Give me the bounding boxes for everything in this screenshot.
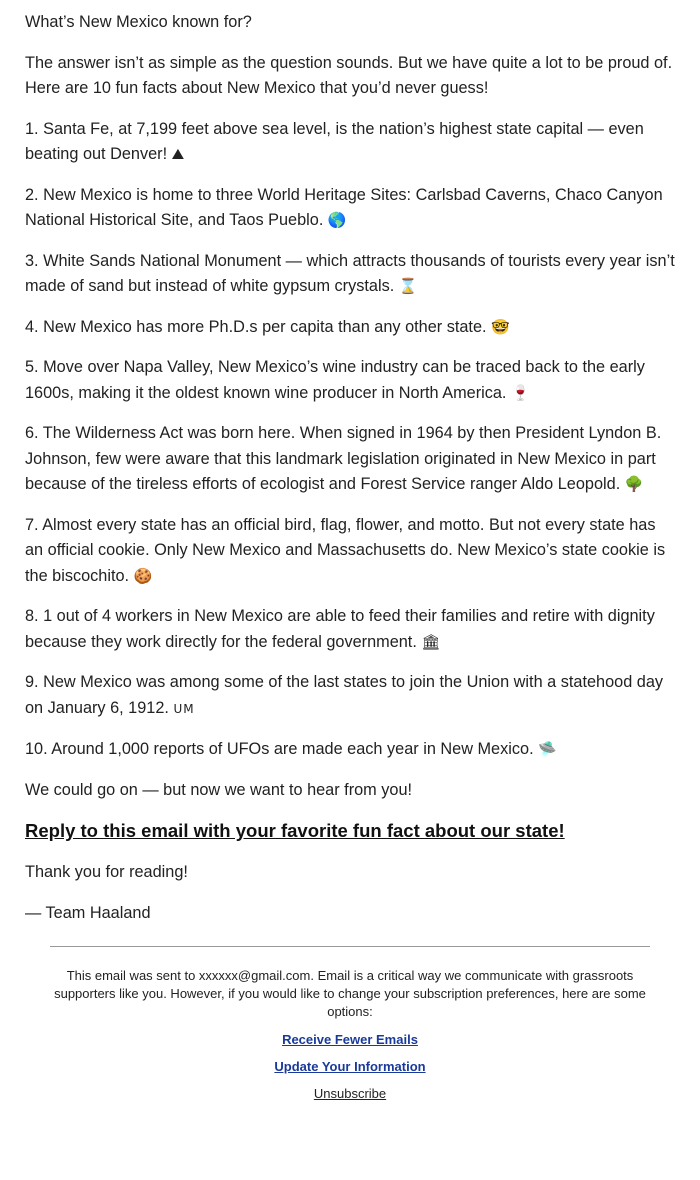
- fun-fact-text: 9. New Mexico was among some of the last states to join the Union with a statehood day on January 6, 1912.: [25, 673, 664, 717]
- fun-fact-text: 4. New Mexico has more Ph.D.s per capita than any other state.: [25, 317, 487, 336]
- fun-fact-6: [25, 421, 675, 498]
- fun-fact-3: [25, 249, 675, 300]
- email-footer: [50, 946, 650, 1103]
- fun-fact-text: 2. New Mexico is home to three World Heritage Sites: Carlsbad Caverns, Chaco Canyon National Historical Site, and Taos Pueblo.: [25, 185, 663, 229]
- fun-fact-text: 3. White Sands National Monument — which attracts thousands of tourists every year isn’t made of sand but instead of white gypsum crystals.: [25, 251, 675, 295]
- fun-fact-1: [25, 117, 675, 168]
- fun-fact-9: [25, 670, 675, 722]
- fun-fact-5: [25, 355, 675, 406]
- fun-fact-text: 10. Around 1,000 reports of UFOs are made each year in New Mexico.: [25, 740, 534, 758]
- fun-fact-text: 8. 1 out of 4 workers in New Mexico are able to feed their families and retire with dignity because they work directly for the federal government.: [25, 607, 655, 651]
- tree-icon: 🌳: [624, 475, 644, 493]
- fun-fact-text: 6. The Wilderness Act was born here. When signed in 1964 by then President Lyndon B. Johnson, few were aware that this landmark legislation originated in New Mexico in part because of the tireless efforts of ecologist and Forest Service ranger Aldo Leopold.: [25, 424, 662, 493]
- intro-question: What’s New Mexico known for?: [25, 13, 252, 31]
- fun-fact-4: [25, 315, 675, 341]
- fun-fact-text: 1. Santa Fe, at 7,199 feet above sea level, is the nation’s highest state capital — even beating out Denver!: [25, 119, 644, 163]
- footer-notice: This email was sent to xxxxxx@gmail.com. Email is a critical way we communicate with grassroots supporters like you. However, if you would like to change your subscription preferences, here are some options:: [54, 968, 646, 1019]
- wine-glass-icon: 🍷: [510, 383, 530, 402]
- fun-fact-7: [25, 513, 675, 590]
- unsubscribe-link[interactable]: Unsubscribe: [313, 1086, 387, 1101]
- fun-fact-text: 7. Almost every state has an official bird, flag, flower, and motto. But not every state has an official cookie. Only New Mexico and Massachusetts do. New Mexico’s state cookie is the biscochito.: [25, 515, 666, 585]
- update-information-link[interactable]: Update Your Information: [274, 1059, 426, 1074]
- signature: — Team Haaland: [25, 903, 151, 922]
- ufo-icon: 🛸: [538, 740, 557, 758]
- nm-flag-icon: UM: [173, 701, 195, 716]
- mountain-icon: ⛰: [171, 145, 185, 163]
- hourglass-icon: ⌛: [398, 277, 418, 295]
- government-building-icon: 🏛: [421, 632, 441, 651]
- reply-cta-link[interactable]: Reply to this email with your favorite fun fact about our state!: [25, 820, 565, 841]
- fun-fact-8: [25, 604, 675, 655]
- cookie-icon: 🍪: [133, 566, 153, 585]
- fun-fact-10: [25, 737, 675, 763]
- fun-fact-text: 5. Move over Napa Valley, New Mexico’s wine industry can be traced back to the early 1600s, making it the oldest known wine producer in North America.: [25, 358, 645, 402]
- receive-fewer-emails-link[interactable]: Receive Fewer Emails: [282, 1032, 418, 1047]
- closing-thanks: Thank you for reading!: [25, 863, 188, 881]
- nerd-face-icon: 🤓: [491, 317, 510, 336]
- globe-icon: 🌎: [327, 211, 347, 229]
- closing-go-on: We could go on — but now we want to hear from you!: [25, 780, 413, 799]
- fun-fact-2: [25, 183, 675, 234]
- intro-lead: The answer isn’t as simple as the question sounds. But we have quite a lot to be proud of. Here are 10 fun facts about New Mexico that you’d never guess!: [25, 53, 673, 97]
- fun-facts-list: [25, 117, 675, 763]
